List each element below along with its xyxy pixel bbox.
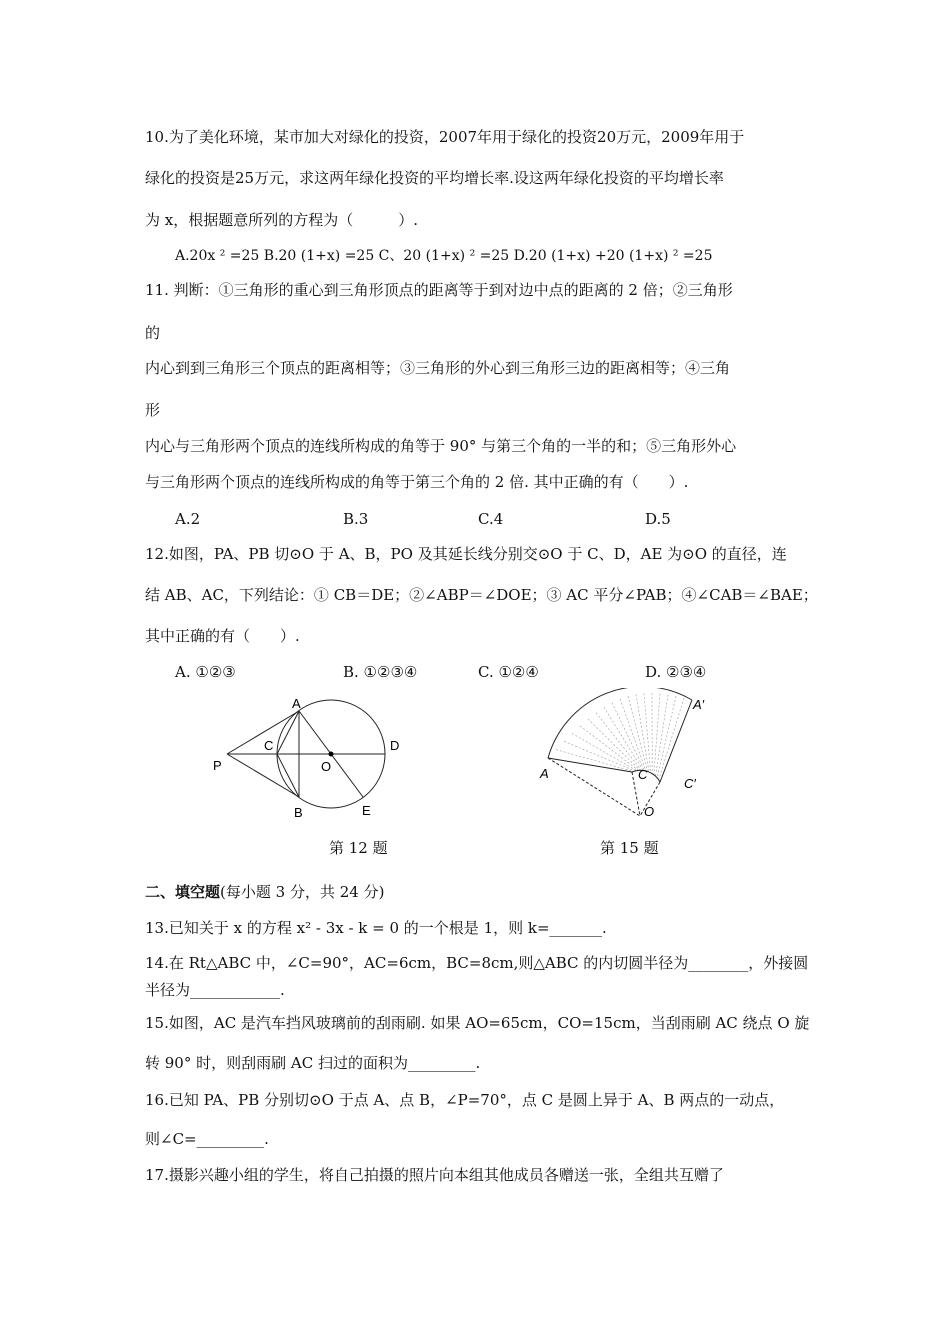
fig15-label-a-prime: A′ bbox=[693, 697, 705, 712]
q12-line-3: 其中正确的有（ ）. bbox=[145, 627, 300, 645]
q11-line-5: 内心与三角形两个顶点的连线所构成的角等于 90° 与第三个角的一半的和；⑤三角形外心 bbox=[145, 437, 737, 455]
q14-line-2: 半径为____________. bbox=[145, 981, 285, 999]
q11-option-d: D.5 bbox=[645, 510, 671, 528]
fig12-center-dot bbox=[329, 752, 334, 757]
section-2-heading bbox=[145, 882, 384, 902]
q13-line: 13.已知关于 x 的方程 x² - 3x - k = 0 的一个根是 1，则 k=_______. bbox=[145, 919, 607, 937]
fig15-sweep-line bbox=[572, 733, 637, 770]
q10-options: A.20x ² =25 B.20 (1+x) =25 C、20 (1+x) ² =25 D.20 (1+x) +20 (1+x) ² =25 bbox=[175, 248, 713, 264]
q12-line-2: 结 AB、AC，下列结论：① CB＝DE；②∠ABP＝∠DOE；③ AC 平分∠PAB；④∠CAB＝∠BAE； bbox=[145, 586, 818, 604]
fig15-sweep-line bbox=[588, 719, 640, 770]
q12-option-d: D. ②③④ bbox=[645, 663, 707, 681]
q14-line-1: 14.在 Rt△ABC 中，∠C=90°，AC=6cm，BC=8cm,则△ABC 的内切圆半径为________，外接圆 bbox=[145, 954, 809, 972]
figure-12 bbox=[200, 690, 430, 830]
fig15-sweep-line bbox=[655, 695, 668, 778]
q12-line-1: 12.如图，PA、PB 切⊙O 于 A、B，PO 及其延长线分别交⊙O 于 C、D，AE 为⊙O 的直径，连 bbox=[145, 545, 787, 563]
fig12-caption: 第 12 题 bbox=[329, 839, 388, 857]
fig12-label-e: E bbox=[362, 803, 371, 818]
fig15-line-a2c2 bbox=[660, 700, 692, 782]
q12-option-b: B. ①②③④ bbox=[343, 663, 418, 681]
fig12-label-a: A bbox=[292, 696, 301, 711]
section-2-title: 二、填空题 bbox=[145, 883, 221, 901]
q11-line-6: 与三角形两个顶点的连线所构成的角等于第三个角的 2 倍. 其中正确的有（ ）. bbox=[145, 473, 689, 491]
q11-option-c: C.4 bbox=[478, 510, 504, 528]
q11-line-2: 的 bbox=[145, 324, 161, 342]
q11-line-4: 形 bbox=[145, 401, 161, 419]
fig15-line-ac bbox=[548, 758, 632, 772]
fig15-sweep-line bbox=[628, 696, 648, 771]
fig15-sweep-line bbox=[654, 694, 660, 776]
q12-option-a: A. ①②③ bbox=[175, 663, 236, 681]
q16-line-1: 16.已知 PA、PB 分别切⊙O 于点 A、点 B，∠P=70°，点 C 是圆上异于 A、B 两点的一动点， bbox=[145, 1091, 785, 1109]
q11-line-3: 内心到到三角形三个顶点的距离相等；③三角形的外心到三角形三边的距离相等；④三角 bbox=[145, 359, 731, 377]
fig12-label-b: B bbox=[294, 805, 303, 820]
fig15-sweep-line bbox=[620, 699, 646, 771]
q15-line-1: 15.如图，AC 是汽车挡风玻璃前的刮雨刷. 如果 AO=65cm，CO=15cm，当刮雨刷 AC 绕点 O 旋 bbox=[145, 1014, 810, 1032]
q16-line-2: 则∠C=_________. bbox=[145, 1130, 269, 1148]
fig15-label-o: O bbox=[644, 804, 655, 819]
fig15-sweep-line bbox=[612, 703, 644, 771]
q11-option-a: A.2 bbox=[175, 510, 201, 528]
section-2-note: (每小题 3 分，共 24 分) bbox=[220, 883, 385, 901]
q10-line-2: 绿化的投资是25万元，求这两年绿化投资的平均增长率.设这两年绿化投资的平均增长率 bbox=[145, 169, 724, 187]
fig12-label-o: O bbox=[321, 759, 332, 774]
figure-15 bbox=[530, 688, 730, 828]
q17-line-1: 17.摄影兴趣小组的学生，将自己拍摄的照片向本组其他成员各赠送一张，全组共互赠了 bbox=[145, 1166, 724, 1184]
q15-line-2: 转 90° 时，则刮雨刷 AC 扫过的面积为_________. bbox=[145, 1054, 481, 1072]
q11-line-1: 11. 判断：①三角形的重心到三角形顶点的距离等于到对边中点的距离的 2 倍；②三角形 bbox=[145, 281, 733, 299]
fig15-sweep-line bbox=[658, 698, 684, 780]
fig12-label-p: P bbox=[213, 758, 222, 773]
fig12-label-c: C bbox=[264, 738, 274, 753]
fig15-outer-arc bbox=[548, 688, 692, 758]
fig15-caption: 第 15 题 bbox=[600, 839, 659, 857]
q12-option-c: C. ①②④ bbox=[478, 663, 539, 681]
fig15-label-c: C bbox=[638, 767, 648, 782]
q10-line-1: 10.为了美化环境，某市加大对绿化的投资，2007年用于绿化的投资20万元，2009年用于 bbox=[145, 128, 745, 146]
fig12-label-d: D bbox=[390, 738, 400, 753]
q11-option-b: B.3 bbox=[343, 510, 369, 528]
fig15-sweep-line bbox=[556, 750, 634, 772]
q10-line-3: 为 x，根据题意所列的方程为（ ）. bbox=[145, 211, 418, 229]
fig15-line-ao bbox=[548, 758, 640, 816]
fig15-label-c-prime: C′ bbox=[684, 776, 696, 791]
fig15-sweep-lines bbox=[556, 693, 684, 780]
fig15-label-a: A bbox=[540, 766, 549, 781]
